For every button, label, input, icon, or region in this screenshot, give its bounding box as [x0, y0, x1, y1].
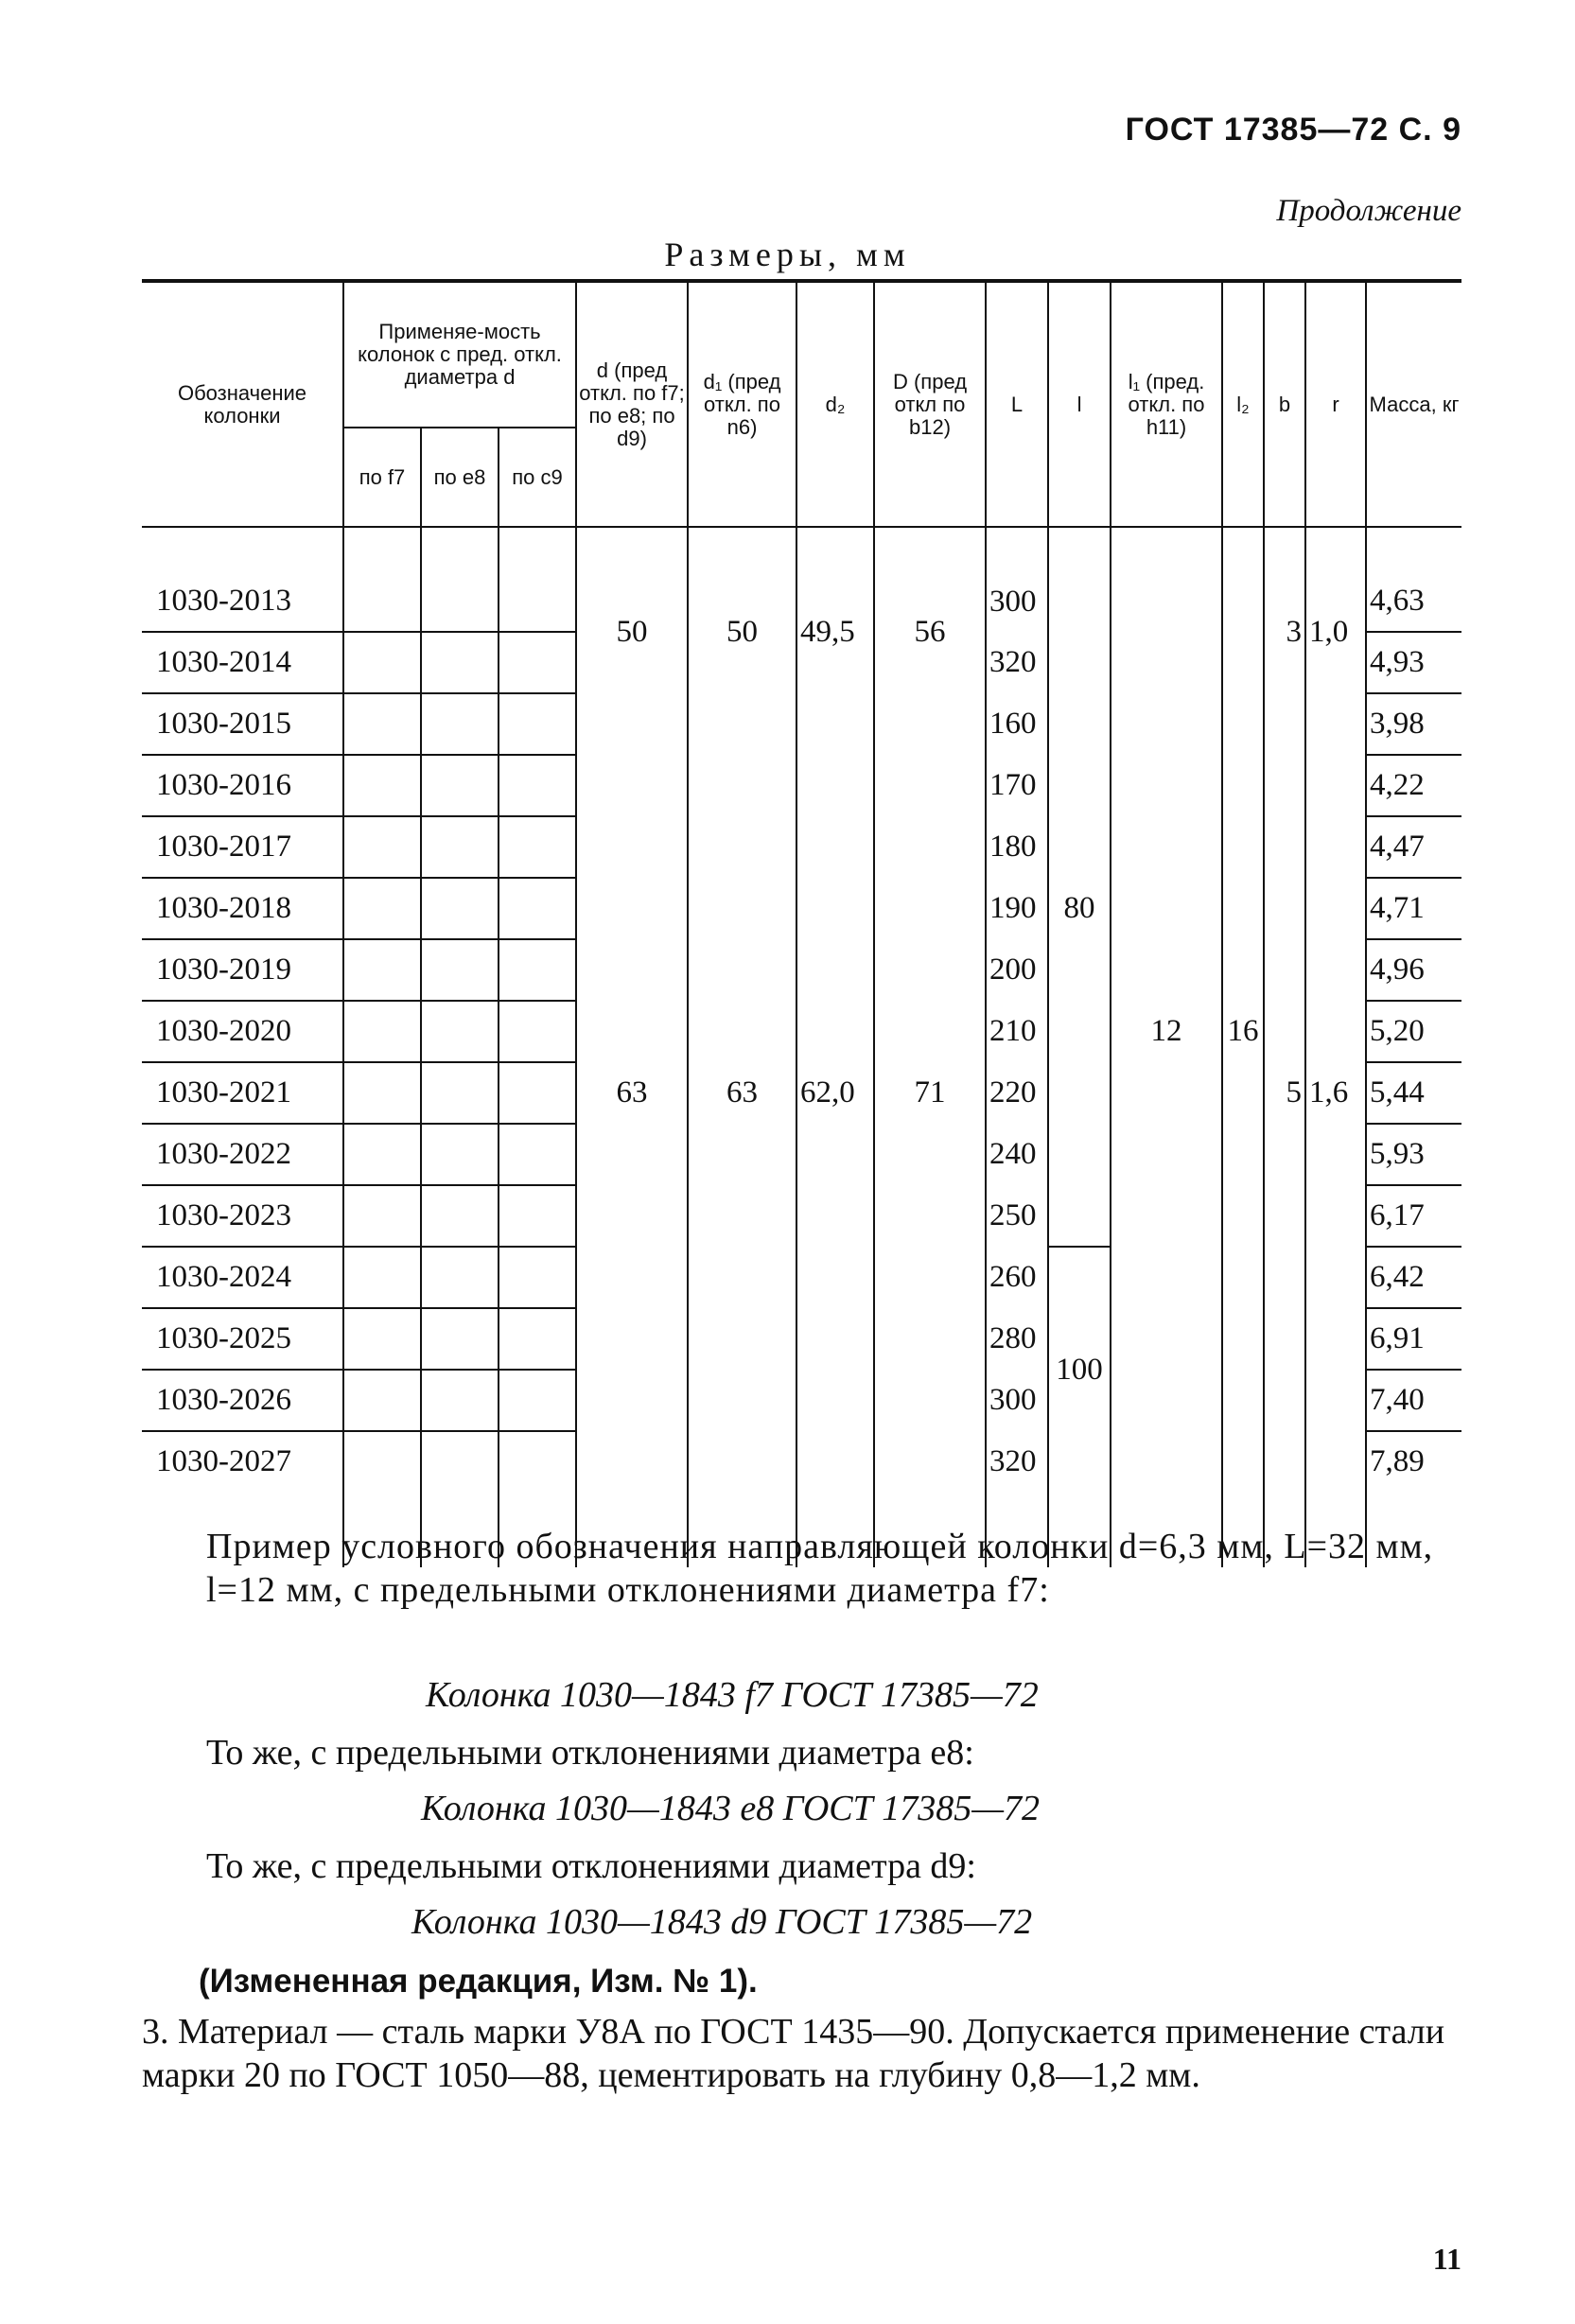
col-d: d (пред откл. по f7; по e8; по d9) — [576, 281, 688, 527]
material-paragraph: 3. Материал — сталь марки У8А по ГОСТ 1435—90. Допускается применение стали марки 20 по ГОСТ 1050—88, цементировать на глубину 0,8—1,2 мм. — [142, 2012, 1445, 2095]
table-row — [142, 693, 1461, 755]
cell-L: 220 — [986, 1062, 1048, 1124]
continuation-label: Продолжение — [1276, 194, 1461, 228]
cell-L: 250 — [986, 1185, 1048, 1247]
cell-code: 1030-2025 — [142, 1308, 343, 1370]
cell-L: 320 — [986, 1431, 1048, 1492]
col-mass: Масса, кг — [1366, 281, 1461, 527]
col-c9: по c9 — [499, 428, 576, 527]
example-e8: Колонка 1030—1843 e8 ГОСТ 17385—72 — [421, 1789, 1041, 1828]
cell-b-top: 3 — [1264, 571, 1305, 693]
col-applicability: Применяе-мость колонок с пред. откл. диаметра d — [343, 281, 576, 428]
cell-code: 1030-2024 — [142, 1247, 343, 1308]
cell-l1: 12 — [1111, 571, 1222, 1492]
cell-d1-top: 50 — [688, 571, 796, 693]
cell-mass: 4,47 — [1366, 816, 1461, 878]
cell-L: 180 — [986, 816, 1048, 878]
cell-mass: 5,44 — [1366, 1062, 1461, 1124]
cell-L: 300 — [986, 571, 1048, 632]
table-row — [142, 571, 1461, 632]
col-b: b — [1264, 281, 1305, 527]
example-f7: Колонка 1030—1843 f7 ГОСТ 17385—72 — [426, 1675, 1039, 1715]
cell-mass: 4,63 — [1366, 571, 1461, 632]
document-header: ГОСТ 17385—72 С. 9 — [1125, 112, 1461, 148]
cell-code: 1030-2022 — [142, 1124, 343, 1185]
cell-r-top: 1,0 — [1305, 571, 1366, 693]
cell-code: 1030-2018 — [142, 878, 343, 939]
cell-code: 1030-2013 — [142, 571, 343, 632]
cell-code: 1030-2014 — [142, 632, 343, 693]
cell-D-bottom: 71 — [874, 693, 986, 1492]
col-d2: d₂ — [796, 281, 874, 527]
same-e8: То же, с предельными отклонениями диаметра e8: — [206, 1733, 974, 1773]
cell-code: 1030-2021 — [142, 1062, 343, 1124]
cell-d1-bottom: 63 — [688, 693, 796, 1492]
page-number: 11 — [1432, 2242, 1461, 2276]
cell-L: 170 — [986, 755, 1048, 816]
cell-L: 280 — [986, 1308, 1048, 1370]
cell-mass: 4,93 — [1366, 632, 1461, 693]
cell-mass: 4,22 — [1366, 755, 1461, 816]
col-l: l — [1048, 281, 1111, 527]
cell-mass: 7,89 — [1366, 1431, 1461, 1492]
cell-L: 190 — [986, 878, 1048, 939]
cell-L: 260 — [986, 1247, 1048, 1308]
example-d9: Колонка 1030—1843 d9 ГОСТ 17385—72 — [411, 1902, 1033, 1942]
cell-d-bottom: 63 — [576, 693, 688, 1492]
cell-L: 320 — [986, 632, 1048, 693]
cell-mass: 4,71 — [1366, 878, 1461, 939]
cell-code: 1030-2026 — [142, 1370, 343, 1431]
cell-L: 240 — [986, 1124, 1048, 1185]
cell-mass: 4,96 — [1366, 939, 1461, 1001]
cell-code: 1030-2020 — [142, 1001, 343, 1062]
cell-L: 200 — [986, 939, 1048, 1001]
cell-code: 1030-2027 — [156, 1444, 291, 1478]
cell-l-bottom: 100 — [1048, 1247, 1111, 1492]
cell-L: 300 — [986, 1370, 1048, 1431]
table-caption: Размеры, мм — [664, 236, 911, 273]
cell-code: 1030-2017 — [142, 816, 343, 878]
col-f7: по f7 — [343, 428, 421, 527]
cell-D-top: 56 — [874, 571, 986, 693]
cell-code: 1030-2023 — [142, 1185, 343, 1247]
example-intro: Пример условного обозначения направляющей колонки d=6,3 мм, L=32 мм, l=12 мм, с предельными отклонениями диаметра f7: — [206, 1527, 1434, 1610]
cell-b-bottom: 5 — [1264, 693, 1305, 1492]
cell-mass: 5,93 — [1366, 1124, 1461, 1185]
cell-mass: 7,40 — [1366, 1370, 1461, 1431]
cell-code: 1030-2015 — [142, 693, 343, 755]
col-d1: d₁ (пред откл. по n6) — [688, 281, 796, 527]
cell-L: 160 — [986, 693, 1048, 755]
cell-code: 1030-2016 — [142, 755, 343, 816]
col-l2: l₂ — [1222, 281, 1264, 527]
col-e8: по e8 — [421, 428, 499, 527]
cell-mass: 3,98 — [1366, 693, 1461, 755]
col-D: D (пред откл по b12) — [874, 281, 986, 527]
cell-l-top: 80 — [1048, 571, 1111, 1247]
cell-mass: 5,20 — [1366, 1001, 1461, 1062]
cell-code: 1030-2019 — [142, 939, 343, 1001]
dimensions-table — [142, 279, 1461, 1567]
cell-L: 210 — [986, 1001, 1048, 1062]
same-d9: То же, с предельными отклонениями диаметра d9: — [206, 1846, 976, 1886]
cell-mass: 6,91 — [1366, 1308, 1461, 1370]
cell-d-top: 50 — [576, 571, 688, 693]
amendment-note: (Измененная редакция, Изм. № 1). — [199, 1963, 758, 2000]
cell-mass: 6,42 — [1366, 1247, 1461, 1308]
col-r: r — [1305, 281, 1366, 527]
cell-d2-bottom: 62,0 — [796, 693, 874, 1492]
cell-d2-top: 49,5 — [796, 571, 874, 693]
cell-mass: 6,17 — [1366, 1185, 1461, 1247]
col-designation: Обозначение колонки — [142, 281, 343, 527]
cell-r-bottom: 1,6 — [1305, 693, 1366, 1492]
col-l1: l₁ (пред. откл. по h11) — [1111, 281, 1222, 527]
col-L: L — [986, 281, 1048, 527]
cell-l2: 16 — [1222, 571, 1264, 1492]
